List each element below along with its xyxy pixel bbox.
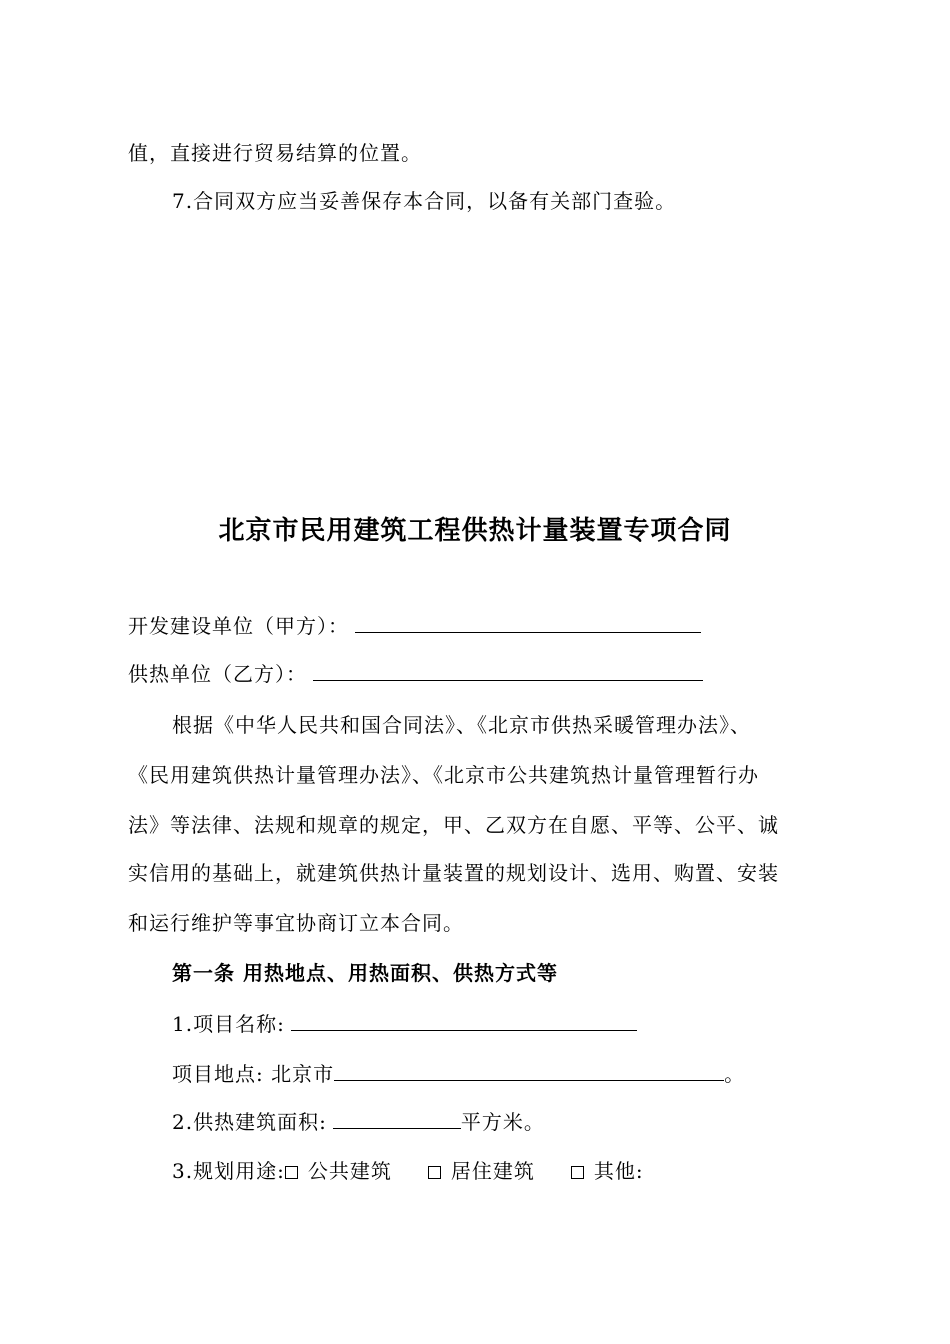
heating-area-unit: 平方米。	[460, 1110, 545, 1134]
article1-heading: 第一条 用热地点、用热面积、供热方式等	[172, 961, 558, 985]
period: 。	[724, 1062, 746, 1086]
project-location-label: 项目地点: 北京市	[172, 1062, 335, 1086]
preamble-line: 根据《中华人民共和国合同法》、《北京市供热采暖管理办法》、	[172, 713, 751, 737]
project-location-blank[interactable]	[334, 1060, 724, 1081]
party-b-label: 供热单位（乙方）：	[128, 662, 307, 686]
party-b-line	[128, 660, 703, 687]
planned-use-label: 3.规划用途:	[172, 1159, 285, 1183]
party-a-label: 开发建设单位（甲方）：	[128, 614, 349, 638]
contract-title: 北京市民用建筑工程供热计量装置专项合同	[218, 516, 732, 546]
party-a-blank[interactable]	[355, 612, 701, 633]
preamble-line: 《民用建筑供热计量管理办法》、《北京市公共建筑热计量管理暂行办	[128, 763, 759, 787]
party-b-blank[interactable]	[313, 660, 703, 681]
text-line: 7.合同双方应当妥善保存本合同，以备有关部门查验。	[172, 189, 677, 213]
option-label: 公共建筑	[307, 1159, 392, 1183]
option-label: 其他:	[593, 1159, 644, 1183]
preamble-line: 实信用的基础上，就建筑供热计量装置的规划设计、选用、购置、安装	[128, 861, 779, 885]
checkbox-icon[interactable]	[285, 1166, 298, 1179]
checkbox-icon[interactable]	[571, 1166, 584, 1179]
option-label: 居住建筑	[450, 1159, 535, 1183]
heating-area-line	[172, 1108, 545, 1135]
checkbox-icon[interactable]	[428, 1166, 441, 1179]
project-name-line	[172, 1010, 637, 1037]
option-public[interactable]	[285, 1158, 392, 1184]
project-name-label: 1.项目名称:	[172, 1012, 285, 1036]
project-location-line	[172, 1060, 745, 1087]
preamble-line: 法》等法律、法规和规章的规定，甲、乙双方在自愿、平等、公平、诚	[128, 813, 779, 837]
planned-use-line	[172, 1158, 680, 1184]
heating-area-label: 2.供热建筑面积:	[172, 1110, 327, 1134]
party-a-line	[128, 612, 701, 639]
preamble-line: 和运行维护等事宜协商订立本合同。	[128, 911, 464, 935]
project-name-blank[interactable]	[291, 1010, 637, 1031]
heating-area-blank[interactable]	[333, 1108, 461, 1129]
option-residential[interactable]	[428, 1158, 535, 1184]
option-other[interactable]	[571, 1158, 644, 1184]
text-line: 值，直接进行贸易结算的位置。	[128, 141, 422, 165]
